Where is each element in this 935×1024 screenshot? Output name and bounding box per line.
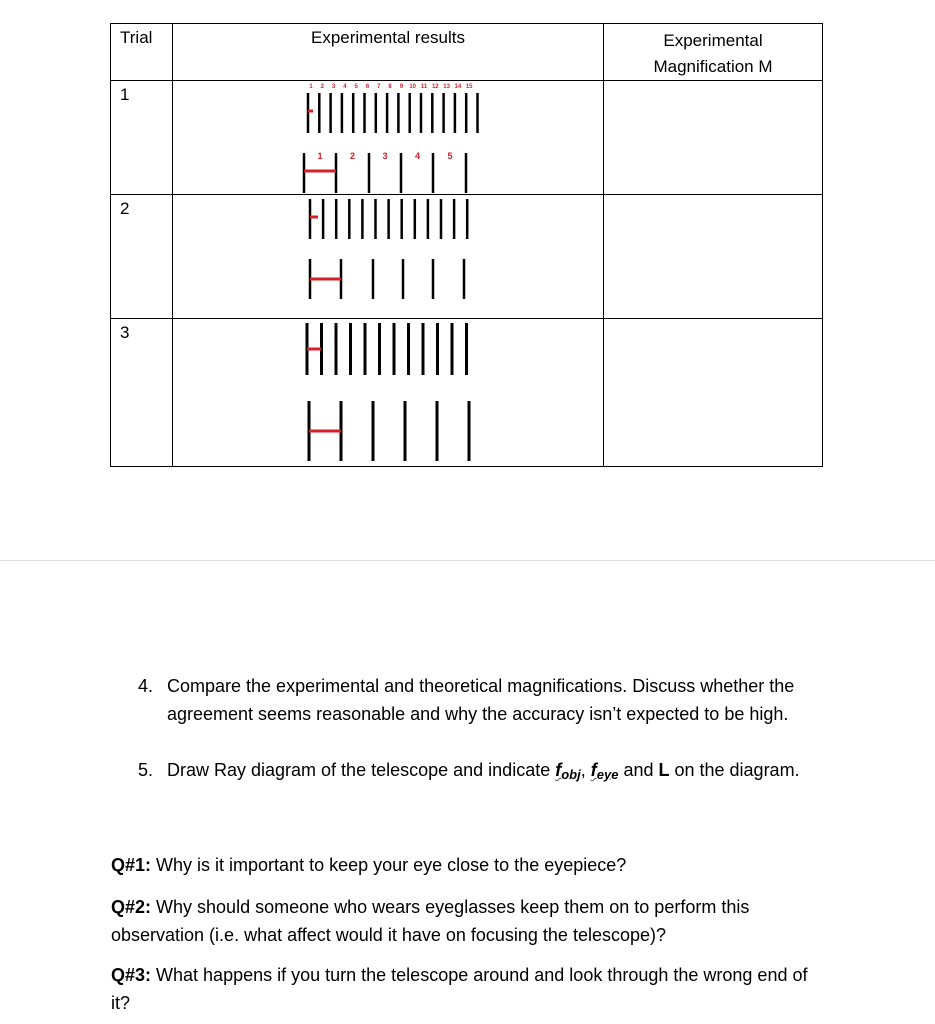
magnification-cell (604, 195, 823, 319)
trial-number: 3 (111, 319, 173, 467)
comma: , (580, 760, 591, 780)
ruler-label: 2 (320, 84, 324, 90)
header-magnification (604, 24, 823, 81)
question-text: Why is it important to keep your eye close to the eyepiece? (151, 855, 627, 875)
results-cell-trial-3 (173, 319, 604, 467)
ruler-image-trial-2 (173, 195, 604, 319)
f-eye-letter: f (590, 760, 597, 780)
ruler-label: 14 (454, 84, 462, 90)
question-text: Why should someone who wears eyeglasses keep them on to perform this observation (i.e. what affect would it have on focusing the telescope)? (111, 897, 750, 945)
ruler-label: 8 (388, 84, 392, 90)
instruction-item-5 (138, 756, 838, 812)
ruler-label: 2 (349, 151, 356, 161)
ruler-label: 4 (414, 151, 421, 161)
ruler-label: 1 (317, 151, 323, 161)
question-3 (111, 961, 831, 1017)
table-header-row (111, 24, 823, 81)
results-cell-trial-1 (173, 81, 604, 195)
table-row (111, 319, 823, 467)
ruler-label: 1 (309, 84, 313, 90)
question-label: Q#1: (111, 855, 152, 875)
page-break-divider (0, 560, 935, 561)
ruler-image-trial-1 (173, 81, 604, 195)
question-1 (111, 851, 831, 879)
ruler-label: 5 (447, 151, 453, 161)
ruler-label: 4 (343, 84, 347, 90)
table-row (111, 81, 823, 195)
f-eye-subscript: eye (596, 767, 619, 782)
header-magnification-line2: Magnification M (653, 57, 773, 76)
magnification-cell (604, 81, 823, 195)
trial-number: 2 (111, 195, 173, 319)
ruler-label: 7 (377, 84, 381, 90)
instruction-text-mid: and (618, 760, 659, 780)
results-cell-trial-2 (173, 195, 604, 319)
instruction-number: 4. (138, 676, 154, 696)
f-obj-letter: f (555, 760, 562, 780)
ruler-label: 15 (465, 84, 473, 90)
f-obj-subscript: obj (561, 767, 581, 782)
ruler-image-trial-3 (173, 319, 604, 467)
ruler-label: 13 (443, 84, 450, 90)
ruler-label: 3 (382, 151, 388, 161)
question-label: Q#2: (111, 897, 152, 917)
ruler-label: 3 (331, 84, 336, 90)
magnification-cell (604, 319, 823, 467)
question-label: Q#3: (111, 965, 152, 985)
instruction-number: 5. (138, 760, 154, 780)
instruction-text (167, 756, 837, 789)
L-symbol: L (658, 760, 670, 780)
instruction-text-after: on the diagram. (669, 760, 800, 780)
header-trial: Trial (111, 24, 173, 81)
f-eye-symbol (591, 760, 619, 780)
trial-number: 1 (111, 81, 173, 195)
table-row (111, 195, 823, 319)
ruler-label: 6 (365, 84, 370, 90)
instruction-text: Compare the experimental and theoretical magnifications. Discuss whether the agreement seems reasonable and why the accuracy isn’t expected to be high. (167, 676, 795, 724)
question-text: What happens if you turn the telescope around and look through the wrong end of it? (111, 965, 808, 1013)
ruler-label: 10 (409, 84, 417, 90)
ruler-label: 12 (431, 84, 439, 90)
ruler-label: 9 (399, 84, 404, 90)
question-2 (111, 893, 831, 949)
f-obj-symbol (555, 760, 581, 780)
header-magnification-line1: Experimental (663, 31, 763, 50)
header-experimental-results: Experimental results (173, 24, 604, 81)
ruler-label: 11 (420, 84, 428, 90)
results-table (110, 23, 823, 467)
ruler-label: 5 (354, 84, 358, 90)
instruction-text-before: Draw Ray diagram of the telescope and indicate (167, 760, 556, 780)
instruction-item-4 (138, 672, 838, 756)
